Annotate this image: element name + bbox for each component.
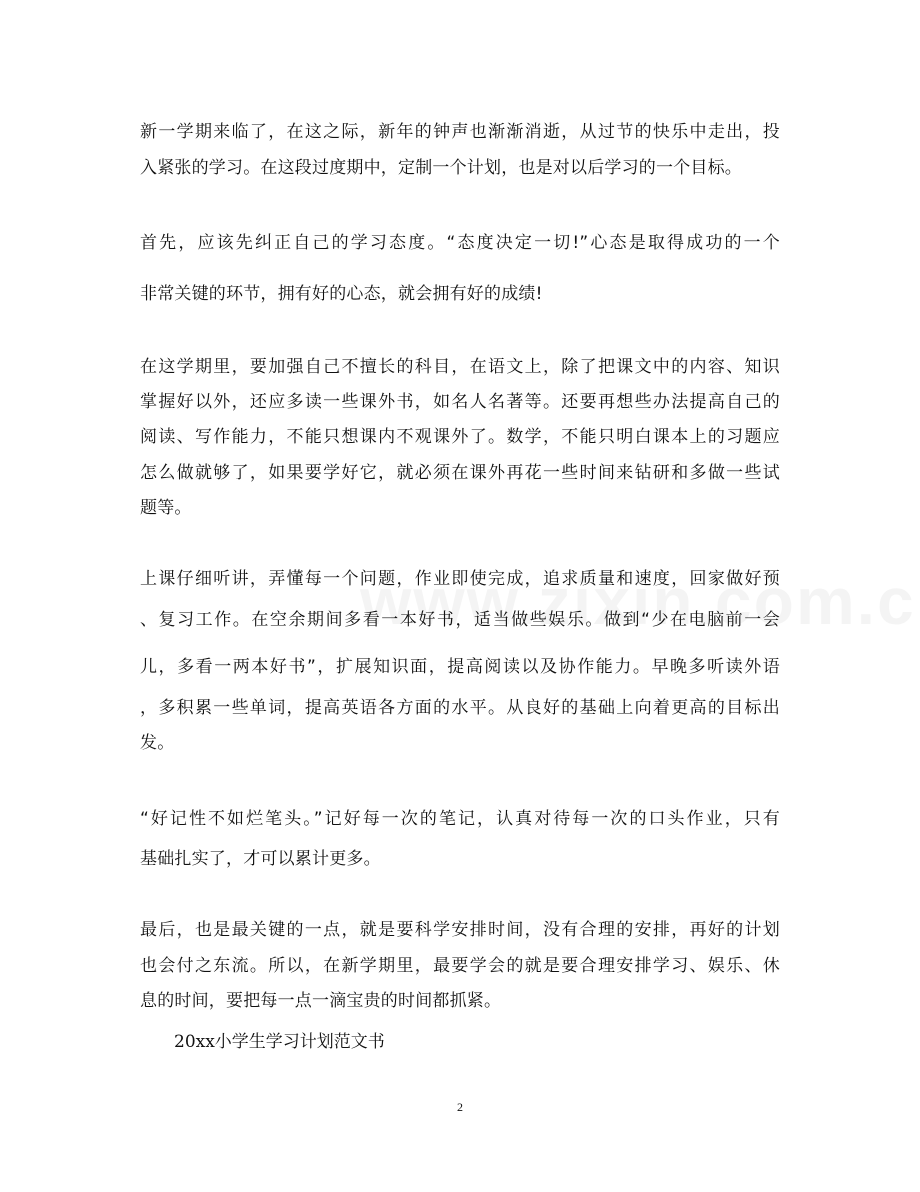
paragraph-5-line-1: “好记性不如烂笔头。”记好每一次的笔记，认真对待每一次的口头作业，只有 <box>140 809 780 829</box>
paragraph-4-line-1: 上课仔细听讲，弄懂每一个问题，作业即使完成，追求质量和速度，回家做好预 <box>140 569 780 589</box>
document-title-footer: 20xx小学生学习计划范文书 <box>174 1032 385 1052</box>
page-number: 2 <box>457 1100 463 1114</box>
paragraph-2-line-2: 非常关键的环节，拥有好的心态，就会拥有好的成绩! <box>140 284 543 304</box>
paragraph-6-line-1: 最后，也是最关键的一点，就是要科学安排时间，没有合理的安排，再好的计划 <box>140 920 780 940</box>
paragraph-3-line-1: 在这学期里，要加强自己不擅长的科目，在语文上，除了把课文中的内容、知识 <box>140 357 780 377</box>
paragraph-4-line-2: 、复习工作。在空余期间多看一本好书，适当做些娱乐。做到“少在电脑前一会 <box>140 610 780 630</box>
paragraph-1-line-1: 新一学期来临了，在这之际，新年的钟声也渐渐消逝，从过节的快乐中走出，投 <box>140 122 780 142</box>
paragraph-2-line-1: 首先，应该先纠正自己的学习态度。“态度决定一切!”心态是取得成功的一个 <box>140 233 780 253</box>
paragraph-3-line-4: 怎么做就够了，如果要学好它，就必须在课外再花一些时间来钻研和多做一些试 <box>140 463 780 483</box>
paragraph-5-line-2: 基础扎实了，才可以累计更多。 <box>140 849 381 869</box>
paragraph-1-line-2: 入紧张的学习。在这段过度期中，定制一个计划，也是对以后学习的一个目标。 <box>140 158 742 178</box>
paragraph-4-line-5: 发。 <box>140 733 175 753</box>
paragraph-4-line-3: 儿，多看一两本好书”，扩展知识面，提高阅读以及协作能力。早晚多听读外语 <box>140 657 780 677</box>
paragraph-6-line-2: 也会付之东流。所以，在新学期里，最要学会的就是要合理安排学习、娱乐、休 <box>140 956 780 976</box>
paragraph-3-line-2: 掌握好以外，还应多读一些课外书，如名人名著等。还要再想些办法提高自己的 <box>140 392 780 412</box>
paragraph-4-line-4: ，多积累一些单词，提高英语各方面的水平。从良好的基础上向着更高的目标出 <box>140 698 780 718</box>
paragraph-3-line-3: 阅读、写作能力，不能只想课内不观课外了。数学，不能只明白课本上的习题应 <box>140 427 780 447</box>
paragraph-3-line-5: 题等。 <box>140 498 192 518</box>
paragraph-6-line-3: 息的时间，要把每一点一滴宝贵的时间都抓紧。 <box>140 991 502 1011</box>
